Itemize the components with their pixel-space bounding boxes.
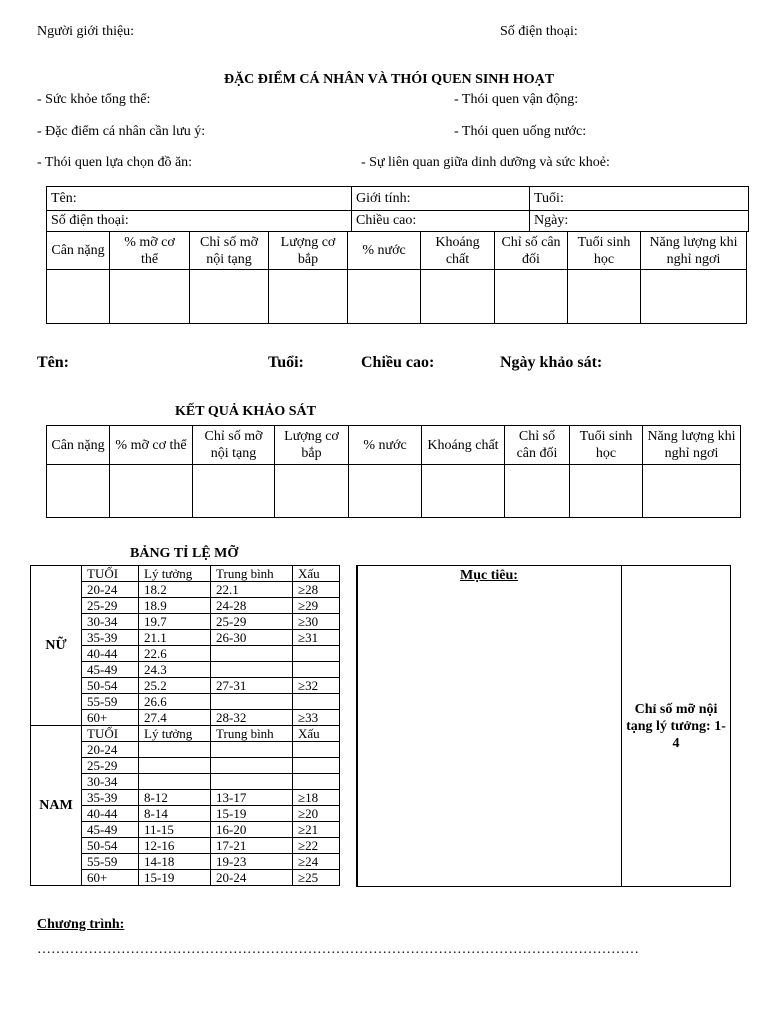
fat-cell	[211, 694, 293, 710]
fat-ratio-table	[30, 565, 358, 886]
fat-cell: 8-14	[139, 806, 211, 822]
survey-name: Tên:	[37, 354, 69, 371]
metric-cell[interactable]	[193, 465, 275, 518]
survey-date: Ngày khảo sát:	[500, 354, 603, 371]
fat-blank-cell	[340, 710, 358, 726]
trait-nutrition: - Sự liên quan giữa dinh dưỡng và sức khoẻ:	[361, 155, 610, 170]
fat-cell: 50-54	[82, 838, 139, 854]
fat-blank-cell	[340, 774, 358, 790]
fat-cell: 12-16	[139, 838, 211, 854]
trait-personal: - Đặc điểm cá nhân cần lưu ý:	[37, 124, 206, 139]
metric-header: Khoáng chất	[422, 426, 505, 465]
fat-cell: 16-20	[211, 822, 293, 838]
fat-header-cell: TUỔI	[82, 726, 139, 742]
metric-header: % nước	[348, 232, 421, 270]
fat-cell: 25-29	[211, 614, 293, 630]
fat-cell: 15-19	[211, 806, 293, 822]
fat-cell: ≥30	[293, 614, 340, 630]
fat-cell: 30-34	[82, 614, 139, 630]
program-dots[interactable]: …………………………………………………………………………………………………………………	[37, 942, 639, 957]
metric-header: Tuổi sinh học	[570, 426, 643, 465]
metric-header: Khoáng chất	[421, 232, 495, 270]
program-label: Chương trình:	[37, 917, 125, 932]
fat-cell	[211, 646, 293, 662]
result-title: KẾT QUẢ KHẢO SÁT	[175, 404, 316, 419]
fat-cell	[293, 758, 340, 774]
fat-cell: 25-29	[82, 598, 139, 614]
metric-cell[interactable]	[422, 465, 505, 518]
info-phone: Số điện thoại:	[47, 211, 352, 232]
fat-cell: 50-54	[82, 678, 139, 694]
fat-cell: ≥31	[293, 630, 340, 646]
metric-cell[interactable]	[269, 270, 348, 324]
goal-label: Mục tiêu:	[460, 568, 518, 583]
fat-cell	[211, 774, 293, 790]
metric-cell[interactable]	[349, 465, 422, 518]
fat-cell: 20-24	[211, 870, 293, 886]
fat-cell: ≥32	[293, 678, 340, 694]
fat-cell	[211, 662, 293, 678]
metric-header: % mỡ cơ thể	[110, 232, 190, 270]
fat-cell: 60+	[82, 710, 139, 726]
fat-cell: 24-28	[211, 598, 293, 614]
metric-header: % mỡ cơ thể	[110, 426, 193, 465]
metric-cell[interactable]	[110, 270, 190, 324]
info-table	[46, 186, 749, 232]
fat-cell: 20-24	[82, 582, 139, 598]
metric-cell[interactable]	[495, 270, 568, 324]
fat-cell: 15-19	[139, 870, 211, 886]
metric-cell[interactable]	[643, 465, 741, 518]
fat-header-cell: Lý tưởng	[139, 726, 211, 742]
metric-cell[interactable]	[275, 465, 349, 518]
fat-cell: 19.7	[139, 614, 211, 630]
fat-cell: 55-59	[82, 694, 139, 710]
metric-cell[interactable]	[641, 270, 747, 324]
fat-cell: 11-15	[139, 822, 211, 838]
metric-cell[interactable]	[190, 270, 269, 324]
fat-cell: 24.3	[139, 662, 211, 678]
fat-cell: ≥25	[293, 870, 340, 886]
visceral-note-cell	[622, 566, 731, 887]
fat-blank-cell	[340, 646, 358, 662]
fat-header-cell: Trung bình	[211, 566, 293, 582]
fat-cell: 18.9	[139, 598, 211, 614]
fat-cell	[293, 742, 340, 758]
metric-header: Chỉ số cân đối	[495, 232, 568, 270]
trait-exercise: - Thói quen vận động:	[454, 92, 579, 107]
fat-cell: 14-18	[139, 854, 211, 870]
fat-cell: 20-24	[82, 742, 139, 758]
fat-blank-cell	[340, 566, 358, 582]
fat-cell	[293, 646, 340, 662]
fat-cell: 22.1	[211, 582, 293, 598]
fat-cell	[139, 758, 211, 774]
survey-height: Chiều cao:	[361, 354, 435, 371]
fat-blank-cell	[340, 838, 358, 854]
fat-cell	[293, 662, 340, 678]
fat-cell: 40-44	[82, 646, 139, 662]
metric-header: Chỉ số mỡ nội tạng	[190, 232, 269, 270]
fat-cell: 27-31	[211, 678, 293, 694]
fat-blank-cell	[340, 630, 358, 646]
fat-cell: 26.6	[139, 694, 211, 710]
metric-header: Cân nặng	[47, 426, 110, 465]
metric-cell[interactable]	[110, 465, 193, 518]
fat-cell: ≥20	[293, 806, 340, 822]
fat-blank-cell	[340, 790, 358, 806]
fat-cell: 8-12	[139, 790, 211, 806]
fat-cell: ≥18	[293, 790, 340, 806]
metric-header: Cân nặng	[47, 232, 110, 270]
metric-cell[interactable]	[47, 465, 110, 518]
trait-food: - Thói quen lựa chọn đồ ăn:	[37, 155, 193, 170]
metric-cell[interactable]	[348, 270, 421, 324]
fat-cell: ≥22	[293, 838, 340, 854]
fat-cell: ≥29	[293, 598, 340, 614]
info-age: Tuổi:	[530, 187, 749, 211]
fat-blank-cell	[340, 662, 358, 678]
info-height: Chiều cao:	[352, 211, 530, 232]
fat-cell: ≥28	[293, 582, 340, 598]
metrics-table-1	[46, 231, 747, 324]
trait-water: - Thói quen uống nước:	[454, 124, 587, 139]
fat-blank-cell	[340, 742, 358, 758]
fat-cell: 26-30	[211, 630, 293, 646]
fat-header-cell: Xấu	[293, 566, 340, 582]
metric-header: % nước	[349, 426, 422, 465]
fat-blank-cell	[340, 598, 358, 614]
fat-cell: 45-49	[82, 822, 139, 838]
metric-header: Lượng cơ bắp	[275, 426, 349, 465]
trait-health: - Sức khỏe tổng thể:	[37, 92, 151, 107]
fat-cell: 40-44	[82, 806, 139, 822]
info-name: Tên:	[47, 187, 352, 211]
fat-cell	[211, 758, 293, 774]
fat-cell: 25.2	[139, 678, 211, 694]
fat-cell	[211, 742, 293, 758]
female-group-label: NỮ	[31, 566, 82, 726]
fat-cell: 35-39	[82, 790, 139, 806]
fat-cell: 45-49	[82, 662, 139, 678]
fat-table-title: BẢNG TỈ LỆ MỠ	[130, 546, 239, 561]
metric-cell[interactable]	[505, 465, 570, 518]
metrics-table-2	[46, 425, 741, 518]
fat-cell: 25-29	[82, 758, 139, 774]
fat-cell: ≥24	[293, 854, 340, 870]
fat-cell: 19-23	[211, 854, 293, 870]
fat-cell: 27.4	[139, 710, 211, 726]
metric-cell[interactable]	[570, 465, 643, 518]
fat-cell: ≥21	[293, 822, 340, 838]
fat-blank-cell	[340, 582, 358, 598]
metric-cell[interactable]	[421, 270, 495, 324]
metric-header: Tuổi sinh học	[568, 232, 641, 270]
fat-cell	[139, 774, 211, 790]
metric-header: Lượng cơ bắp	[269, 232, 348, 270]
metric-header: Chỉ số cân đối	[505, 426, 570, 465]
introducer-label: Người giới thiệu:	[37, 24, 135, 39]
goal-table	[356, 565, 731, 887]
fat-cell: 55-59	[82, 854, 139, 870]
fat-header-cell: Lý tưởng	[139, 566, 211, 582]
fat-cell: 28-32	[211, 710, 293, 726]
info-date: Ngày:	[530, 211, 749, 232]
fat-blank-cell	[340, 870, 358, 886]
visceral-note: Chỉ số mỡ nội tạng lý tưởng: 1-4	[626, 701, 726, 751]
fat-header-cell: Trung bình	[211, 726, 293, 742]
fat-cell: 60+	[82, 870, 139, 886]
fat-blank-cell	[340, 678, 358, 694]
goal-cell[interactable]	[357, 566, 622, 887]
metric-header: Chỉ số mỡ nội tạng	[193, 426, 275, 465]
fat-blank-cell	[340, 614, 358, 630]
metric-header: Năng lượng khi nghỉ ngơi	[643, 426, 741, 465]
fat-header-cell: TUỔI	[82, 566, 139, 582]
fat-cell	[293, 694, 340, 710]
fat-cell: 22.6	[139, 646, 211, 662]
fat-cell: 30-34	[82, 774, 139, 790]
male-group-label: NAM	[31, 726, 82, 886]
metric-cell[interactable]	[568, 270, 641, 324]
fat-cell	[293, 774, 340, 790]
info-gender: Giới tính:	[352, 187, 530, 211]
fat-blank-cell	[340, 726, 358, 742]
phone-label: Số điện thoại:	[500, 24, 578, 39]
fat-cell: 21.1	[139, 630, 211, 646]
fat-header-cell: Xấu	[293, 726, 340, 742]
traits-title: ĐẶC ĐIỂM CÁ NHÂN VÀ THÓI QUEN SINH HOẠT	[223, 72, 555, 87]
fat-cell	[139, 742, 211, 758]
metric-cell[interactable]	[47, 270, 110, 324]
fat-cell: 18.2	[139, 582, 211, 598]
fat-cell: 13-17	[211, 790, 293, 806]
fat-blank-cell	[340, 822, 358, 838]
fat-blank-cell	[340, 854, 358, 870]
fat-blank-cell	[340, 694, 358, 710]
fat-cell: 35-39	[82, 630, 139, 646]
fat-blank-cell	[340, 758, 358, 774]
metric-header: Năng lượng khi nghỉ ngơi	[641, 232, 747, 270]
survey-age: Tuổi:	[268, 354, 304, 371]
fat-cell: ≥33	[293, 710, 340, 726]
fat-blank-cell	[340, 806, 358, 822]
fat-cell: 17-21	[211, 838, 293, 854]
